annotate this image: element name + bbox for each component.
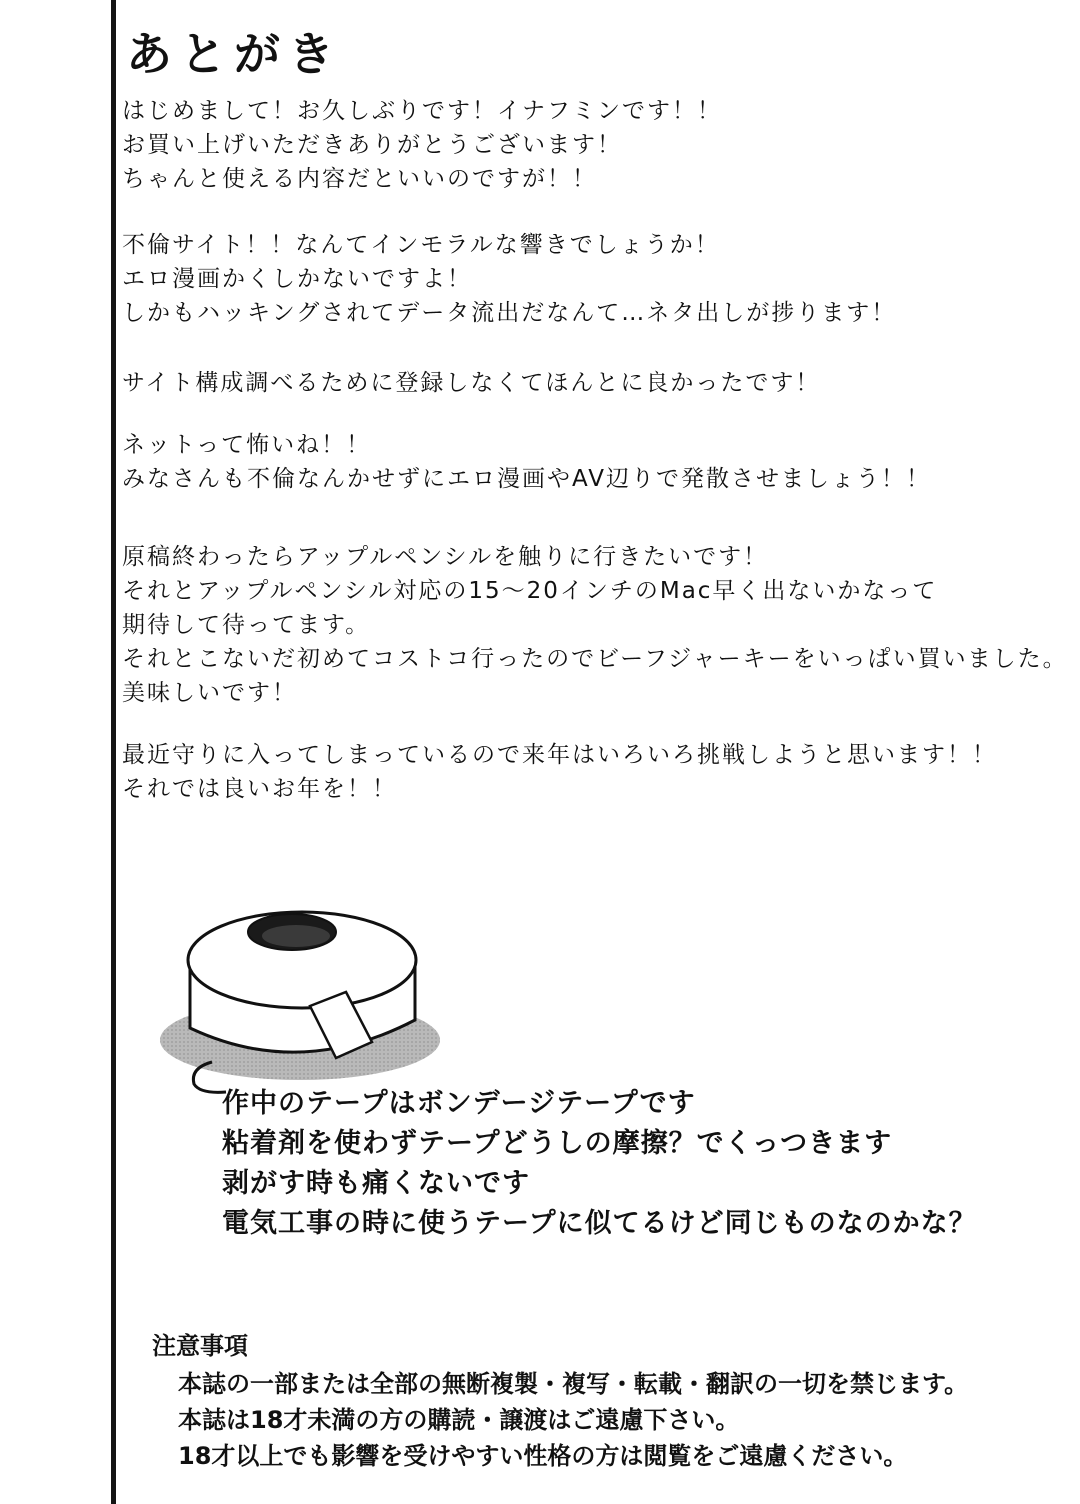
binding-line (111, 0, 116, 1504)
caption-line: 粘着剤を使わずテープどうしの摩擦？でくっつきます (222, 1128, 893, 1159)
text-line: ネットって怖いね！！ (122, 432, 372, 458)
text-line: 美味しいです！ (122, 680, 297, 706)
notice-line: 18才以上でも影響を受けやすい性格の方は閲覧をご遠慮ください。 (178, 1442, 908, 1470)
tape-caption (222, 1084, 977, 1244)
text-line: 期待して待ってます。 (122, 612, 371, 638)
text-line: はじめまして！お久しぶりです！イナフミンです！！ (122, 98, 722, 124)
text-line: エロ漫画かくしかないですよ！ (122, 266, 472, 292)
text-line: お買い上げいただきありがとうございます！ (122, 132, 622, 158)
text-line: しかもハッキングされてデータ流出だなんて…ネタ出しが捗ります！ (122, 300, 897, 326)
paragraph-apple-pencil (122, 540, 1072, 710)
page-title: あとがき (126, 27, 342, 81)
text-line: 最近守りに入ってしまっているので来年はいろいろ挑戦しようと思います！！ (122, 742, 997, 768)
paragraph-internet (122, 428, 1072, 496)
paragraph-registration (122, 366, 1072, 400)
text-line: 原稿終わったらアップルペンシルを触りに行きたいです！ (122, 544, 769, 570)
text-line: サイト構成調べるために登録しなくてほんとに良かったです！ (122, 370, 821, 396)
notice-line: 本誌の一部または全部の無断複製・複写・転載・翻訳の一切を禁じます。 (178, 1370, 969, 1398)
notice-body (178, 1366, 968, 1474)
text-line: みなさんも不倫なんかせずにエロ漫画やAV辺りで発散させましょう！！ (122, 466, 931, 492)
notice-heading: 注意事項 (152, 1332, 248, 1360)
paragraph-next-year (122, 738, 1072, 806)
paragraph-site (122, 228, 1072, 330)
paragraph-greeting (122, 94, 1072, 196)
text-line: ちゃんと使える内容だといいのですが！！ (122, 166, 597, 192)
text-line: 不倫サイト！！なんてインモラルな響きでしょうか！ (122, 232, 720, 258)
notice-line: 本誌は18才未満の方の購読・譲渡はご遠慮下さい。 (178, 1406, 740, 1434)
text-line: それでは良いお年を！！ (122, 776, 397, 802)
text-line: それとアップルペンシル対応の15～20インチのMac早く出ないかなって (122, 578, 938, 604)
caption-line: 電気工事の時に使うテープに似てるけど同じものなのかな？ (222, 1208, 977, 1239)
caption-line: 作中のテープはボンデージテープです (222, 1088, 696, 1119)
caption-line: 剥がす時も痛くないです (222, 1168, 530, 1199)
tape-roll-illustration (150, 880, 490, 1100)
text-line: それとこないだ初めてコストコ行ったのでビーフジャーキーをいっぱい買いました。 (122, 646, 1068, 672)
